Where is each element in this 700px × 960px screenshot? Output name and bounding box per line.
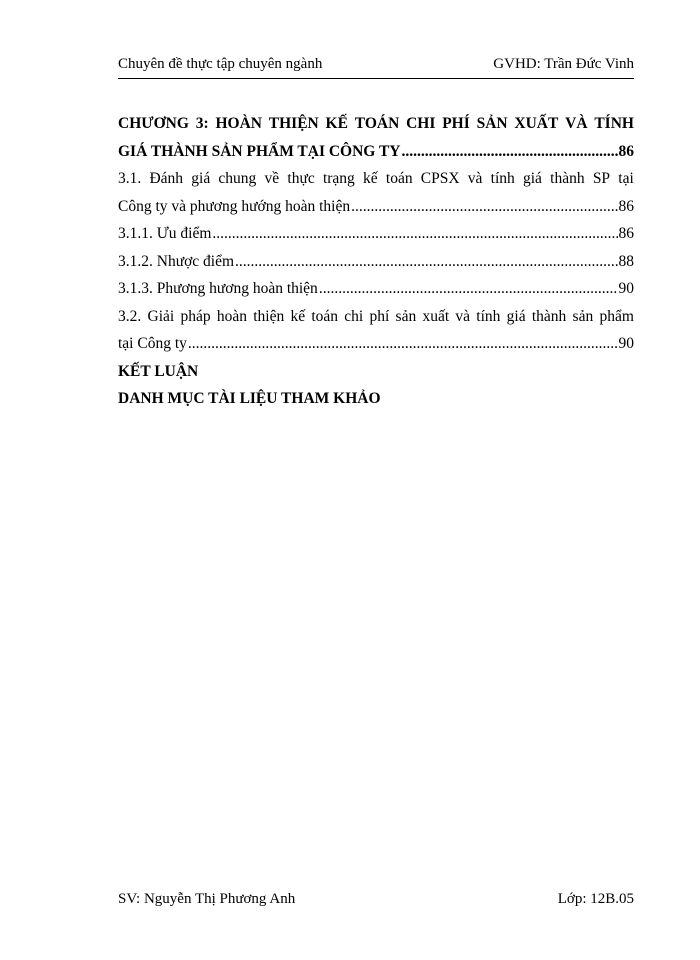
toc-word: THIỆN	[268, 115, 319, 132]
toc-entry-text: 3.1.2. Nhược điểm	[118, 252, 235, 270]
toc-word: 3.2.	[118, 307, 142, 325]
footer-student-name: SV: Nguyễn Thị Phương Anh	[118, 891, 296, 907]
toc-word: kế	[363, 170, 378, 187]
toc-dot-leader	[319, 275, 618, 303]
toc-word: chung	[218, 170, 257, 187]
toc-section-3-2-line2[interactable]	[118, 330, 634, 358]
toc-conclusion[interactable]: KẾT LUẬN	[118, 362, 199, 380]
toc-section-3-2-line1	[118, 303, 634, 331]
header-course-title: Chuyên đề thực tập chuyên ngành	[118, 56, 323, 72]
page-header	[118, 56, 634, 79]
toc-word: toán	[311, 307, 339, 325]
toc-word: SẢN	[476, 115, 508, 132]
toc-dot-leader	[188, 330, 618, 358]
toc-word: giá	[506, 307, 526, 325]
toc-references[interactable]: DANH MỤC TÀI LIỆU THAM KHẢO	[118, 390, 381, 407]
toc-word: Đánh	[149, 170, 184, 187]
toc-word: và	[467, 170, 483, 187]
toc-word: giá	[191, 170, 211, 187]
toc-word: VÀ	[565, 115, 588, 132]
toc-word: 3.1.	[118, 170, 142, 187]
toc-word: tính	[490, 170, 515, 187]
toc-word: HOÀN	[215, 115, 262, 132]
toc-entry-text: 3.1.3. Phương hương hoàn thiện	[118, 280, 318, 297]
toc-word: sản	[572, 307, 594, 325]
table-of-contents	[118, 110, 634, 413]
toc-entry-text: Công ty và phương hướng hoàn thiện	[118, 197, 351, 215]
toc-section-3-1-line1	[118, 165, 634, 193]
toc-word: tính	[476, 307, 501, 325]
toc-word: pháp	[180, 307, 211, 325]
toc-page-number: 86	[618, 197, 634, 215]
toc-word: toán	[385, 170, 413, 187]
toc-dot-leader	[351, 193, 617, 221]
toc-word: chi	[344, 307, 364, 325]
toc-word: trạng	[322, 170, 355, 187]
toc-word: thành	[531, 307, 567, 325]
toc-word: sản	[395, 307, 417, 325]
toc-word: xuất	[422, 307, 450, 325]
toc-word: KẾ	[325, 115, 348, 132]
toc-word: giá	[523, 170, 542, 187]
toc-entry-text: 3.1.1. Ưu điểm	[118, 225, 212, 242]
toc-word: Giải	[147, 307, 175, 325]
toc-entry-text: GIÁ THÀNH SẢN PHẨM TẠI CÔNG TY	[118, 142, 401, 160]
toc-word: phí	[369, 307, 390, 325]
toc-section-3-1-1[interactable]	[118, 220, 634, 248]
toc-word: phẩm	[599, 307, 634, 325]
toc-word: về	[264, 170, 280, 187]
toc-entry-text: tại Công ty	[118, 335, 187, 352]
footer-class: Lớp: 12B.05	[557, 891, 634, 907]
toc-section-3-1-line2[interactable]	[118, 193, 634, 221]
toc-page-number: 88	[618, 252, 634, 270]
toc-dot-leader	[212, 220, 617, 248]
toc-word: hoàn	[216, 307, 247, 325]
toc-word: CHƯƠNG	[118, 115, 189, 132]
toc-section-3-1-2[interactable]	[118, 248, 634, 276]
toc-page-number: 90	[618, 280, 634, 297]
toc-page-number: 90	[618, 335, 634, 352]
toc-word: thực	[287, 170, 315, 187]
toc-word: TOÁN	[354, 115, 400, 132]
toc-word: thiện	[253, 307, 285, 325]
header-supervisor: GVHD: Trần Đức Vinh	[493, 56, 634, 72]
toc-word: thành	[550, 170, 585, 187]
toc-chapter-3-title-line1	[118, 110, 634, 138]
toc-page-number: 86	[618, 142, 634, 160]
toc-dot-leader	[401, 138, 617, 166]
toc-chapter-3-title-line2[interactable]	[118, 138, 634, 166]
toc-word: kế	[290, 307, 306, 325]
toc-page-number: 86	[618, 225, 634, 242]
toc-word: CPSX	[420, 170, 460, 187]
toc-word: CHI	[406, 115, 436, 132]
toc-word: PHÍ	[442, 115, 470, 132]
toc-word: 3:	[195, 115, 209, 132]
toc-word: tại	[618, 170, 634, 187]
toc-word: TÍNH	[594, 115, 634, 132]
toc-section-3-1-3[interactable]	[118, 275, 634, 303]
toc-dot-leader	[235, 248, 617, 276]
toc-word: XUẤT	[514, 115, 559, 132]
toc-word: SP	[592, 170, 611, 187]
toc-word: và	[455, 307, 471, 325]
